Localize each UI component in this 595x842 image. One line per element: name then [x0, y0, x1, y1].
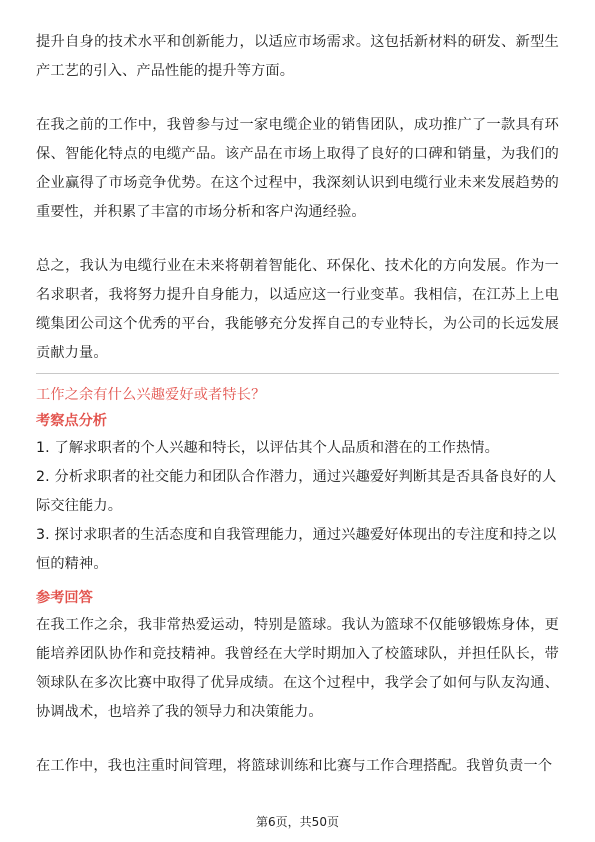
answer-heading: 参考回答: [36, 590, 93, 606]
page-number: 第6页，共50页: [256, 815, 339, 829]
paragraph-gap: [36, 727, 559, 752]
list-item: 2. 分析求职者的社交能力和团队合作潜力，通过兴趣爱好判断其是否具备良好的人际交往能力。: [36, 469, 557, 514]
answer-paragraph: 在工作中，我也注重时间管理，将篮球训练和比赛与工作合理搭配。我曾负责一个: [36, 758, 553, 774]
analysis-list: [36, 434, 559, 579]
section-divider: [36, 373, 559, 374]
analysis-heading: 考察点分析: [36, 413, 107, 429]
paragraph-gap: [36, 227, 559, 252]
paragraph-gap: [36, 86, 559, 111]
body-paragraph: 总之，我认为电缆行业在未来将朝着智能化、环保化、技术化的方向发展。作为一名求职者，我将努力提升自身能力，以适应这一行业变革。我相信，在江苏上上电缆集团公司这个优秀的平台，我能够充分发挥自己的专业特长，为公司的长远发展贡献力量。: [36, 258, 559, 361]
question-heading: 工作之余有什么兴趣爱好或者特长？: [36, 387, 266, 403]
list-item: 3. 探讨求职者的生活态度和自我管理能力，通过兴趣爱好体现出的专注度和持之以恒的精神。: [36, 527, 557, 572]
body-paragraph: 提升自身的技术水平和创新能力，以适应市场需求。这包括新材料的研发、新型生产工艺的引入、产品性能的提升等方面。: [36, 34, 559, 79]
body-paragraph: 在我之前的工作中，我曾参与过一家电缆企业的销售团队，成功推广了一款具有环保、智能化特点的电缆产品。该产品在市场上取得了良好的口碑和销量，为我们的企业赢得了市场竞争优势。在这个过程中，我深刻认识到电缆行业未来发展趋势的重要性，并积累了丰富的市场分析和客户沟通经验。: [36, 117, 559, 220]
document-page: [36, 28, 559, 781]
answer-paragraph: 在我工作之余，我非常热爱运动，特别是篮球。我认为篮球不仅能够锻炼身体，更能培养团队协作和竞技精神。我曾经在大学时期加入了校篮球队，并担任队长，带领球队在多次比赛中取得了优异成绩。在这个过程中，我学会了如何与队友沟通、协调战术，也培养了我的领导力和决策能力。: [36, 617, 559, 720]
list-item: 1. 了解求职者的个人兴趣和特长，以评估其个人品质和潜在的工作热情。: [36, 440, 499, 456]
